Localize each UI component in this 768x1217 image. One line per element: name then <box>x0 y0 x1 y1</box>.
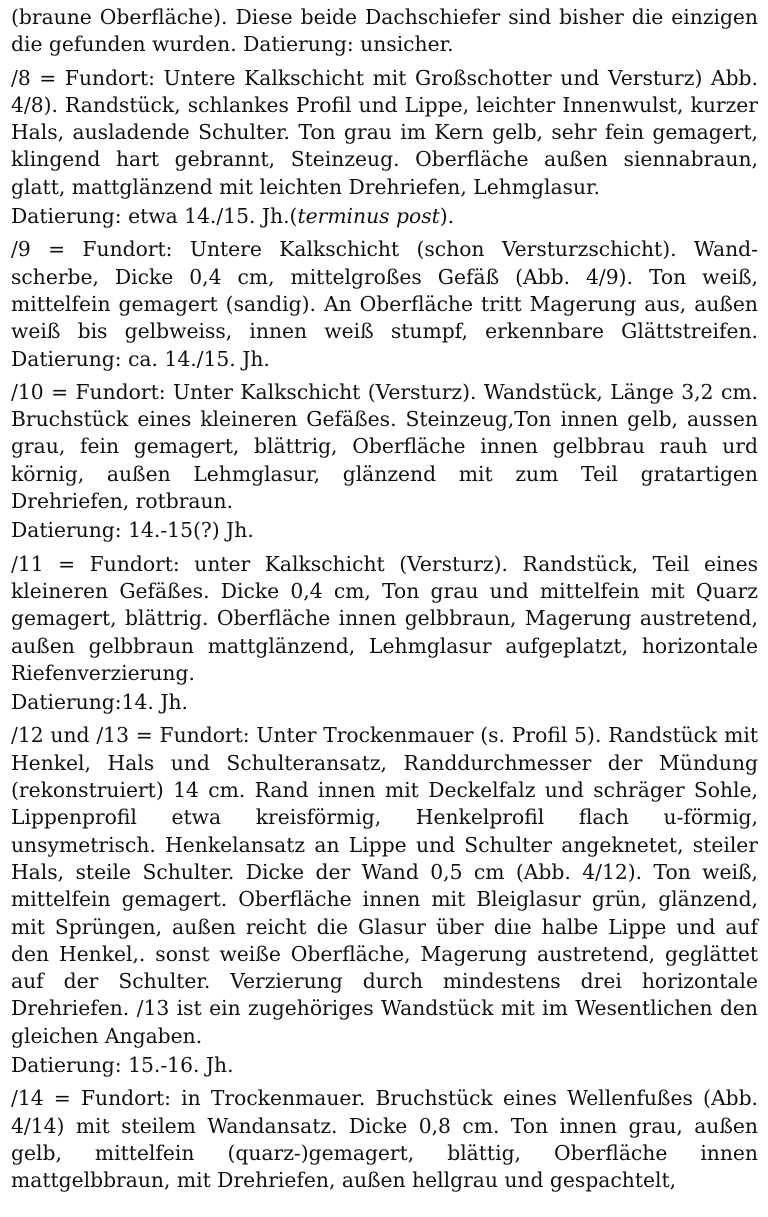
entry-8-dating <box>11 203 758 230</box>
entry-12-dating: Datierung: 15.-16. Jh. <box>11 1052 234 1077</box>
entry-10-dating: Datierung: 14.-15(?) Jh. <box>11 518 254 543</box>
entry-12-description: /12 und /13 = Fundort: Unter Trockenmauer (s. Profil 5). Randstück mit Henkel, Hals und Schulteransatz, Randdurchmesser der Mündung (rekonstruiert) 14 cm. Rand innen mit Deckelfalz und schräger Sohle, Lippenprofil etwa kreisförmig, Henkelprofil flach u-förmig, unsymetrisch. Henkelansatz an Lippe und Schulter angeknetet, steiler Hals, steile Schulter. Dicke der Wand 0,5 cm (Abb. 4/12). Ton weiß, mittelfein gemagert. Oberfläche innen mit Bleiglasur grün, glänzend, mit Sprüngen, außen reicht die Glasur über diıe halbe Lippe und auf den Henkel,. sonst weiße Oberfläche, Magerung austretend, geglättet auf der Schulter. Verzierung durch mindestens drei horizontale Drehriefen. /13 ist ein zugehöriges Wandstück mit im Wesentlichen den gleichen Angaben. <box>11 723 758 1048</box>
entry-14-description: /14 = Fundort: in Trockenmauer. Bruchstück eines Wellenfußes (Abb. 4/14) mit steilem Wandansatz. Dicke 0,8 cm. Ton innen grau, außen gelb, mittelfein (quarz-)gemagert, blättig, Oberfläche innen mattgelbbraun, mit Drehriefen, außen hellgrau und gespachtelt, <box>11 1086 758 1193</box>
entry-10-description: /10 = Fundort: Unter Kalkschicht (Versturz). Wandstück, Länge 3,2 cm. Bruchstück eines kleineren Gefäßes. Steinzeug,Ton innen gelb, aussen grau, fein gemagert, blättrig, Oberfläche innen gelbbrau rauh urd körnig, außen Lehmglasur, glänzend mit zum Teil gratartigen Drehriefen, rotbraun. <box>11 379 758 514</box>
intro-paragraph: (braune Oberfläche). Diese beide Dachschiefer sind bisher die einzigen die gefunden wurden. Datierung: unsicher. <box>11 5 758 57</box>
entry-8-description: /8 = Fundort: Untere Kalkschicht mit Großschotter und Versturz) Abb. 4/8). Randstück, schlankes Profil und Lippe, leichter Innenwulst, kurzer Hals, ausladende Schulter. Ton grau im Kern gelb, sehr fein gemagert, klingend hart gebrannt, Steinzeug. Oberfläche außen siennabraun, glatt, mattglänzend mit leichten Drehriefen, Lehmglasur. <box>11 65 758 199</box>
entry-11-dating: Datierung:14. Jh. <box>11 690 188 715</box>
entry-9-description: /9 = Fundort: Untere Kalkschicht (schon Versturzschicht). Wandscherbe, Dicke 0,4 cm, mittelgroßes Gefäß (Abb. 4/9). Ton weiß, mittelfein gemagert (sandig). An Oberfläche tritt Magerung aus, außen weiß bis gelbweiss, innen weiß stumpf, erkennbare Glättstreifen. Datierung: ca. 14./15. Jh. <box>11 237 758 371</box>
entry-8-dating-suffix: ). <box>439 204 455 229</box>
entry-11-description: /11 = Fundort: unter Kalkschicht (Versturz). Randstück, Teil eines kleineren Gefäßes. Dicke 0,4 cm, Ton grau und mittelfein mit Quarz gemagert, blättrig. Oberfläche innen gelbbraun, Magerung austretend, außen gelbbraun mattglänzend, Lehmglasur aufgeplatzt, horizontale Riefenverzierung. <box>11 551 758 685</box>
entry-8-dating-prefix: Datierung: etwa 14./15. Jh.( <box>11 204 298 229</box>
entry-8-dating-italic: terminus post <box>297 204 440 229</box>
